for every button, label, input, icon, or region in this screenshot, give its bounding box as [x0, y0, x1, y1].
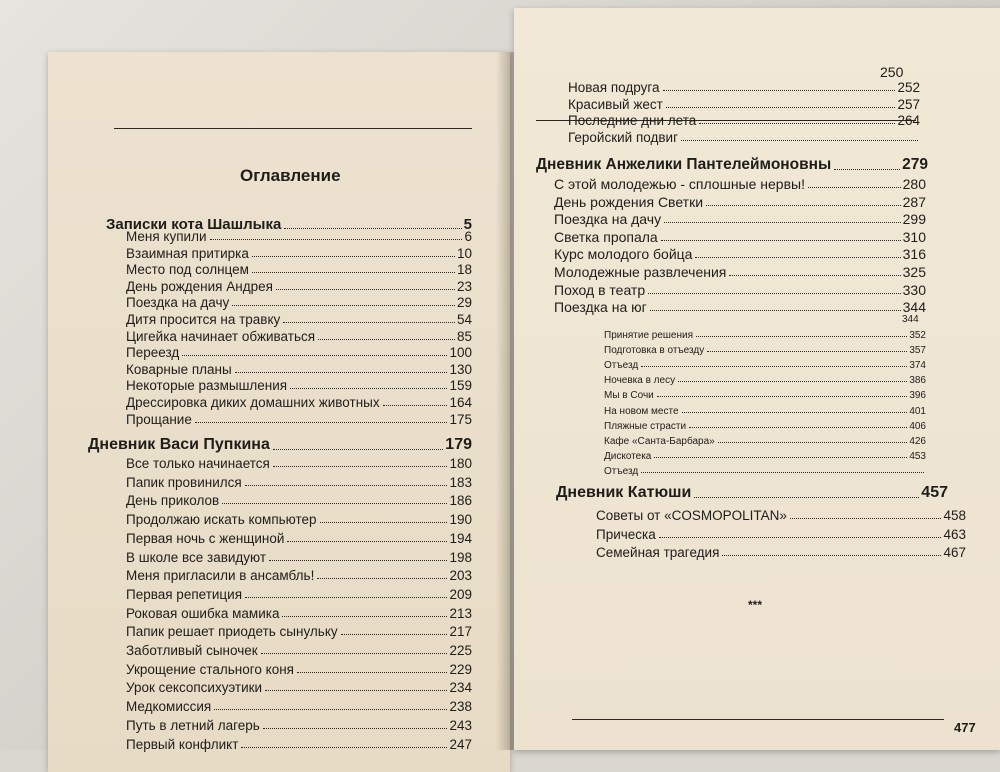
toc-entry-page: 54 — [456, 312, 472, 327]
dot-leader — [214, 709, 447, 710]
toc-entry-page: 85 — [456, 328, 472, 344]
toc-entry[interactable] — [126, 680, 472, 695]
toc-entry[interactable] — [126, 624, 472, 639]
toc-entry[interactable] — [126, 643, 472, 658]
dot-leader — [317, 578, 447, 579]
page-folio: 477 — [954, 720, 976, 735]
toc-entry-title: Путь в летний лагерь — [126, 717, 260, 733]
toc-entry-title: Поездка на дачу — [126, 295, 230, 311]
dot-leader — [706, 205, 901, 206]
dot-leader — [290, 388, 447, 389]
dot-leader — [689, 427, 907, 428]
dot-leader — [664, 222, 901, 223]
toc-entry-page: 280 — [902, 176, 926, 192]
toc-subentry[interactable] — [604, 390, 926, 401]
dot-leader — [287, 541, 447, 542]
toc-entry[interactable] — [554, 282, 926, 298]
toc-entry-title: Папик решает приодеть сынульку — [126, 624, 338, 640]
toc-entry-page: 213 — [449, 605, 472, 621]
toc-entry[interactable] — [126, 587, 472, 602]
toc-entry-title: Коварные планы — [126, 361, 232, 377]
dot-leader — [650, 310, 901, 311]
toc-entry[interactable] — [554, 299, 926, 315]
toc-entry-page: 23 — [456, 278, 472, 294]
toc-entry-page: 194 — [449, 530, 472, 546]
toc-entry-page: 225 — [449, 643, 472, 658]
toc-entry[interactable] — [554, 246, 926, 262]
toc-entry[interactable] — [568, 113, 920, 128]
toc-entry-title: Первая репетиция — [126, 586, 243, 602]
toc-entry-title: Взаимная притирка — [126, 245, 249, 261]
toc-heading: Оглавление — [240, 166, 341, 185]
dot-leader — [659, 537, 942, 538]
toc-entry-title: Поход в театр — [554, 281, 646, 298]
toc-subentry[interactable] — [604, 421, 926, 432]
toc-entry-title: Первый конфликт — [126, 736, 239, 752]
toc-entry-page: 257 — [897, 96, 920, 112]
toc-entry-title: Папик провинился — [126, 474, 242, 490]
toc-entry[interactable] — [126, 737, 472, 752]
toc-entry-title: Дрессировка диких домашних животных — [126, 395, 380, 410]
toc-entry[interactable] — [126, 512, 472, 527]
toc-entry-page: 330 — [902, 281, 926, 298]
toc-entry-title: Меня пригласили в ансамбль! — [126, 568, 315, 584]
top-rule — [114, 128, 472, 129]
toc-entry-page: 186 — [449, 493, 472, 509]
toc-subentry-title: Подготовка в отъезду — [604, 345, 705, 357]
toc-entry-title: Светка пропала — [554, 228, 658, 245]
dot-leader — [718, 442, 908, 443]
toc-subentry-title: Отъезд — [604, 360, 639, 372]
dot-leader — [252, 256, 455, 257]
toc-entry[interactable] — [568, 130, 920, 145]
dot-leader — [210, 239, 463, 240]
dot-leader — [265, 690, 447, 691]
toc-entry-page: 344 — [902, 299, 926, 316]
dot-leader — [729, 275, 900, 276]
toc-subentry-page: 406 — [909, 420, 926, 432]
dot-leader — [283, 322, 455, 323]
dot-leader — [182, 355, 447, 356]
toc-entry-title: Место под солнцем — [126, 262, 249, 278]
dot-leader — [297, 672, 447, 673]
dot-leader — [722, 555, 941, 556]
toc-entry-page: 238 — [449, 699, 472, 715]
toc-page-number: 344 — [902, 314, 919, 325]
toc-entry-title: Прическа — [596, 526, 656, 542]
toc-entry-title: День приколов — [126, 493, 220, 509]
toc-entry-page: 100 — [449, 345, 472, 361]
dot-leader — [195, 422, 448, 423]
toc-subentry-title: На новом месте — [604, 405, 679, 417]
toc-entry[interactable] — [126, 412, 472, 427]
toc-page-number: 250 — [880, 64, 904, 80]
dot-leader — [245, 597, 447, 598]
dot-leader — [682, 412, 908, 413]
toc-entry-page: 247 — [449, 736, 472, 752]
toc-entry-title: Меня купили — [126, 229, 207, 244]
toc-entry-title: Курс молодого бойца — [554, 246, 693, 263]
toc-entry[interactable] — [596, 508, 966, 523]
toc-entry-page: 203 — [449, 568, 472, 584]
toc-entry-page: 175 — [449, 411, 472, 427]
toc-entry-title: Укрощение стального коня — [126, 661, 294, 677]
toc-entry-title: Красивый жест — [568, 96, 663, 112]
toc-entry-page: 316 — [902, 246, 926, 263]
toc-subentry[interactable] — [604, 406, 926, 417]
dot-leader — [245, 485, 448, 486]
toc-entry-title: Первая ночь с женщиной — [126, 530, 285, 546]
toc-entry[interactable] — [126, 456, 472, 471]
toc-entry[interactable] — [126, 345, 472, 360]
toc-entry[interactable] — [126, 699, 472, 714]
dot-leader — [657, 396, 908, 397]
toc-entry-title: Семейная трагедия — [596, 545, 720, 560]
dot-leader — [648, 293, 901, 294]
left-page — [48, 52, 510, 772]
dot-leader — [282, 616, 447, 617]
dot-leader — [241, 747, 447, 748]
toc-subentry-title: Пляжные страсти — [604, 420, 687, 432]
toc-entry[interactable] — [126, 662, 472, 677]
toc-subentry[interactable] — [604, 375, 926, 386]
toc-subentry-page: 386 — [909, 375, 926, 387]
toc-entry-page: 325 — [902, 264, 926, 280]
toc-entry-title: Поездка на юг — [554, 299, 647, 316]
dot-leader — [222, 503, 447, 504]
toc-entry[interactable] — [126, 718, 472, 733]
right-page — [514, 8, 1000, 750]
bottom-rule — [572, 719, 944, 720]
toc-entry[interactable] — [126, 329, 472, 344]
toc-entry-title: Последние дни лета — [568, 113, 697, 128]
section-separator: *** — [748, 598, 763, 612]
dot-leader — [695, 257, 900, 258]
dot-leader — [269, 560, 447, 561]
toc-entry-page: 217 — [449, 624, 472, 640]
toc-subentry[interactable] — [604, 345, 926, 356]
dot-leader — [681, 140, 918, 141]
toc-section[interactable]: Записки кота Шашлыка 5 — [106, 216, 472, 233]
toc-entry[interactable] — [126, 568, 472, 583]
dot-leader — [699, 123, 895, 124]
toc-entry[interactable] — [126, 606, 472, 621]
toc-entry[interactable] — [126, 229, 472, 244]
dot-leader — [707, 351, 907, 352]
toc-entry[interactable] — [568, 97, 920, 112]
toc-subentry-title: Отъезд — [604, 465, 639, 477]
dot-leader — [663, 90, 896, 91]
toc-entry[interactable] — [126, 493, 472, 508]
dot-leader — [808, 187, 901, 188]
toc-subentry[interactable] — [604, 436, 926, 447]
toc-subentry[interactable] — [604, 466, 926, 477]
toc-entry-page: 164 — [449, 395, 472, 410]
toc-entry-title: Переезд — [126, 345, 180, 361]
toc-entry-page: 10 — [456, 245, 472, 261]
dot-leader — [641, 472, 924, 473]
toc-entry[interactable] — [126, 362, 472, 377]
toc-entry-title: Заботливый сыночек — [126, 643, 258, 658]
toc-entry[interactable] — [596, 527, 966, 542]
toc-entry-title: С этой молодежью - сплошные нервы! — [554, 176, 805, 192]
toc-entry-title: Советы от «COSMOPOLITAN» — [596, 508, 787, 523]
dot-leader — [341, 634, 448, 635]
toc-entry-page: 234 — [449, 680, 472, 696]
toc-entry-page: 229 — [449, 661, 472, 677]
toc-entry[interactable] — [126, 378, 472, 393]
toc-entry-page: 6 — [464, 229, 472, 244]
toc-entry-page: 29 — [456, 295, 472, 311]
dot-leader — [666, 107, 896, 108]
toc-entry[interactable] — [126, 475, 472, 490]
dot-leader — [273, 466, 448, 467]
toc-entry-page: 264 — [897, 113, 920, 128]
toc-entry[interactable] — [126, 550, 472, 565]
toc-subentry-title: Дискотека — [604, 450, 652, 462]
dot-leader — [696, 336, 907, 337]
toc-entry-page: 183 — [449, 474, 472, 490]
toc-subentry[interactable] — [604, 451, 926, 462]
dot-leader — [232, 305, 455, 306]
dot-leader — [661, 240, 901, 241]
toc-entry-title: Некоторые размышления — [126, 378, 288, 394]
toc-subentry-page: 352 — [909, 330, 926, 341]
toc-entry-page: 18 — [456, 262, 472, 278]
toc-subentry-page: 374 — [909, 360, 926, 372]
toc-entry-page: 287 — [902, 193, 926, 210]
toc-entry[interactable] — [554, 229, 926, 245]
toc-entry[interactable] — [126, 262, 472, 277]
dot-leader — [276, 289, 455, 290]
toc-entry[interactable] — [126, 395, 472, 410]
toc-entry-title: Поездка на дачу — [554, 211, 662, 228]
toc-subentry-title: Мы в Сочи — [604, 390, 654, 402]
toc-entry-title: Дитя просится на травку — [126, 312, 281, 327]
toc-entry-page: 252 — [897, 80, 920, 95]
toc-entry-title: Геройский подвиг — [568, 129, 678, 145]
toc-section[interactable]: Дневник Анжелики Пантелеймоновны 279 — [536, 156, 928, 173]
toc-subentry[interactable] — [604, 360, 926, 371]
dot-leader — [654, 457, 907, 458]
toc-entry-title: Все только начинается — [126, 456, 270, 471]
toc-subentry-page: 453 — [909, 450, 926, 462]
toc-entry-title: Урок сексопсихуэтики — [126, 680, 263, 696]
toc-entry-title: Роковая ошибка мамика — [126, 605, 280, 621]
toc-entry-title: Цигейка начинает обживаться — [126, 328, 316, 344]
toc-subentry-page: 401 — [909, 405, 926, 417]
toc-entry-title: Прощание — [126, 411, 192, 427]
toc-subentry[interactable] — [604, 330, 926, 341]
dot-leader — [252, 272, 455, 273]
toc-entry[interactable] — [126, 279, 472, 294]
toc-subentry-title: Принятие решения — [604, 330, 694, 341]
toc-entry-page: 209 — [449, 586, 472, 602]
toc-entry-title: Молодежные развлечения — [554, 264, 727, 280]
dot-leader — [641, 366, 907, 367]
toc-subentry-page: 426 — [909, 435, 926, 447]
toc-entry-title: В школе все завидуют — [126, 549, 267, 565]
toc-entry-page: 198 — [449, 549, 472, 565]
toc-entry-title: Медкомиссия — [126, 699, 212, 715]
toc-entry-page: 190 — [449, 512, 472, 528]
toc-entry-page: 310 — [902, 228, 926, 245]
toc-section[interactable]: Дневник Катюши 457 — [556, 484, 948, 501]
dot-leader — [678, 381, 907, 382]
toc-entry-page: 467 — [943, 545, 966, 560]
toc-entry[interactable] — [126, 531, 472, 546]
dot-leader — [790, 518, 942, 519]
toc-subentry-title: Кафе «Санта-Барбара» — [604, 435, 715, 447]
toc-entry[interactable] — [596, 545, 966, 560]
toc-subentry-page: 396 — [909, 390, 926, 402]
toc-entry-page: 159 — [449, 378, 472, 394]
toc-entry[interactable] — [554, 176, 926, 192]
toc-entry[interactable] — [126, 295, 472, 310]
dot-leader — [383, 405, 448, 406]
toc-entry[interactable] — [554, 194, 926, 210]
toc-entry-title: Новая подруга — [568, 80, 660, 95]
toc-subentry-title: Ночевка в лесу — [604, 375, 676, 387]
toc-entry[interactable] — [554, 211, 926, 227]
dot-leader — [261, 653, 448, 654]
toc-entry-page: 458 — [943, 508, 966, 523]
dot-leader — [318, 339, 455, 340]
dot-leader — [263, 728, 448, 729]
toc-entry-page: 463 — [943, 526, 966, 542]
toc-entry-page: 130 — [449, 361, 472, 377]
toc-section[interactable]: Дневник Васи Пупкина 179 — [88, 436, 472, 453]
toc-entry[interactable] — [126, 312, 472, 327]
toc-entry-title: День рождения Светки — [554, 193, 704, 210]
toc-entry-page: 299 — [902, 211, 926, 228]
toc-subentry-page: 357 — [909, 345, 926, 357]
toc-entry-title: День рождения Андрея — [126, 278, 273, 294]
toc-entry-page: 180 — [449, 456, 472, 471]
toc-entry-page: 243 — [449, 717, 472, 733]
toc-entry[interactable] — [126, 246, 472, 261]
toc-entry[interactable] — [554, 264, 926, 280]
toc-entry[interactable] — [568, 80, 920, 95]
toc-entry-title: Продолжаю искать компьютер — [126, 512, 317, 528]
dot-leader — [320, 522, 448, 523]
dot-leader — [235, 372, 448, 373]
